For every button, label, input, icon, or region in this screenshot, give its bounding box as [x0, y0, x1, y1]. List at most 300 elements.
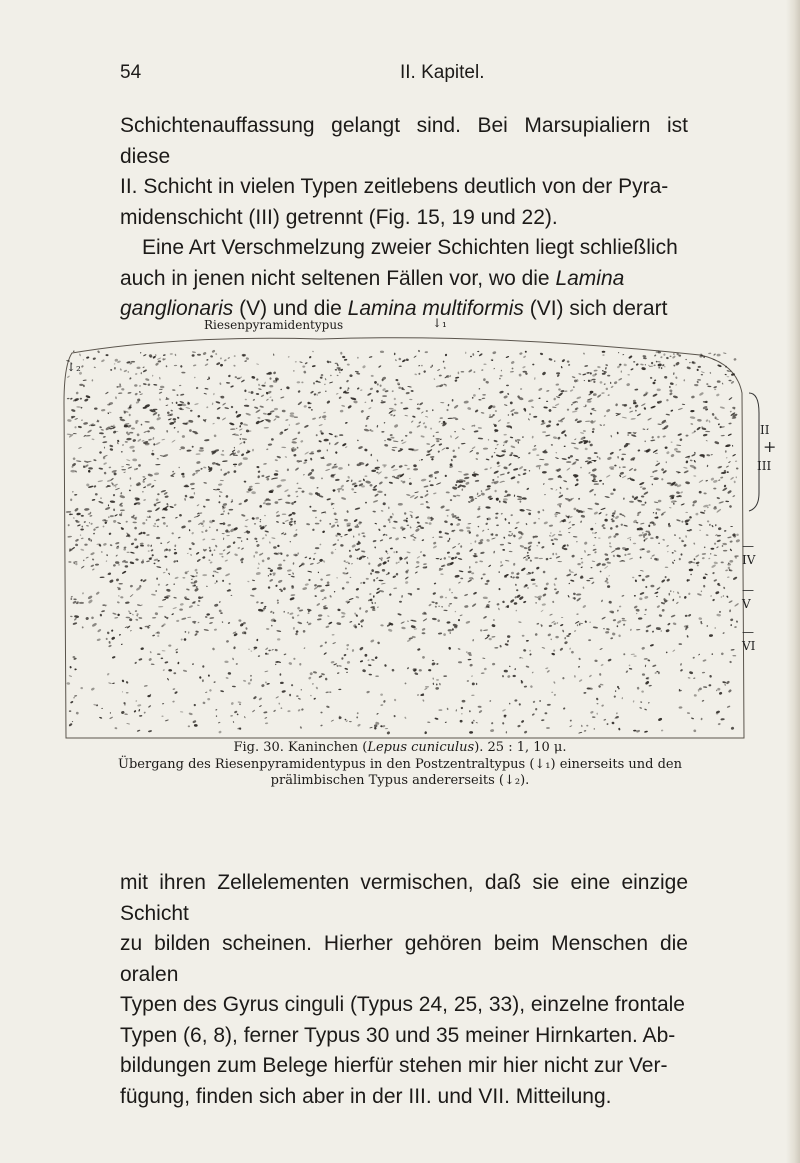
cell-dot [346, 648, 348, 650]
cell-dot [634, 404, 638, 408]
cell-dot [103, 543, 107, 547]
cell-dot [566, 635, 570, 637]
cell-dot [502, 500, 507, 504]
cell-dot [674, 448, 678, 451]
cell-dot [323, 607, 328, 610]
cell-dot [409, 482, 412, 485]
cell-dot [693, 558, 695, 561]
cell-dot [166, 430, 168, 433]
cell-dot [244, 716, 246, 718]
cell-dot [590, 412, 593, 415]
cell-dot [448, 604, 450, 607]
cell-dot [434, 470, 440, 474]
cell-dot [633, 543, 636, 545]
cell-dot [400, 621, 404, 624]
cell-dot [150, 544, 152, 547]
cell-dot [539, 467, 541, 470]
cell-dot [80, 398, 82, 400]
cell-dot [709, 372, 711, 374]
cell-dot [432, 592, 436, 595]
cell-dot [395, 562, 398, 565]
cell-dot [114, 617, 118, 619]
cell-dot [539, 700, 541, 702]
cell-dot [566, 461, 571, 463]
cell-dot [592, 431, 595, 433]
cell-dot [390, 437, 394, 439]
cell-dot [103, 455, 108, 458]
cell-dot [137, 398, 141, 402]
cell-dot [116, 578, 120, 582]
cell-dot [656, 605, 660, 609]
cell-dot [122, 444, 124, 446]
cell-dot [291, 684, 293, 686]
cell-dot [419, 460, 420, 461]
cell-dot [490, 358, 493, 361]
cell-dot [605, 364, 608, 367]
cell-dot [219, 601, 221, 603]
cell-dot [693, 542, 695, 545]
cell-dot [246, 538, 249, 541]
cell-dot [120, 492, 122, 495]
cell-dot [589, 488, 594, 493]
cell-dot [117, 439, 120, 442]
cell-dot [699, 530, 701, 531]
cell-dot [641, 690, 644, 693]
cell-dot [650, 377, 653, 379]
cell-dot [76, 406, 81, 407]
cell-dot [388, 507, 390, 510]
cell-dot [370, 598, 373, 601]
cell-dot [194, 492, 195, 495]
cell-dot [534, 377, 536, 380]
cell-dot [618, 634, 621, 637]
cell-dot [297, 607, 300, 610]
cell-dot [369, 387, 373, 390]
cell-dot [640, 701, 642, 703]
cell-dot [140, 352, 141, 354]
cell-dot [267, 575, 269, 577]
cell-dot [166, 503, 169, 506]
cell-dot [244, 480, 247, 482]
cell-dot [438, 443, 442, 446]
cell-dot [340, 410, 344, 413]
cell-dot [316, 603, 320, 607]
cell-dot [491, 722, 494, 725]
cell-dot [134, 538, 137, 541]
cell-dot [594, 494, 596, 496]
cell-dot [640, 486, 643, 488]
cell-dot [572, 401, 577, 404]
cell-dot [107, 412, 109, 414]
cell-dot [327, 615, 330, 617]
cell-dot [373, 500, 379, 503]
cell-dot [132, 521, 136, 523]
cell-dot [735, 476, 737, 478]
cell-dot [658, 614, 662, 617]
cell-dot [450, 523, 453, 526]
cell-dot [621, 454, 626, 455]
cell-dot [334, 521, 338, 523]
cell-dot [475, 480, 480, 482]
cell-dot [433, 541, 437, 545]
cell-dot [637, 449, 640, 452]
cell-dot [305, 583, 309, 586]
cell-dot [233, 470, 236, 473]
cell-dot [412, 415, 416, 418]
cell-dot [83, 422, 88, 425]
cell-dot [498, 419, 502, 422]
cell-dot [310, 476, 315, 480]
cell-dot [180, 711, 183, 712]
cell-dot [234, 553, 238, 556]
cell-dot [289, 597, 295, 601]
cell-dot [260, 519, 262, 520]
cell-dot [128, 466, 133, 469]
cell-dot [548, 420, 551, 423]
cell-dot [518, 474, 521, 476]
cell-dot [518, 536, 523, 540]
cell-dot [315, 434, 318, 437]
cell-dot [713, 353, 716, 356]
cell-dot [212, 647, 215, 650]
cell-dot [285, 419, 289, 421]
cell-dot [273, 709, 276, 712]
cell-dot [657, 361, 661, 362]
cell-dot [550, 488, 553, 489]
cell-dot [679, 438, 683, 442]
cell-dot [376, 587, 380, 590]
cell-dot [110, 544, 113, 547]
cell-dot [276, 511, 280, 514]
cell-dot [209, 622, 213, 624]
cell-dot [677, 591, 680, 594]
cell-dot [484, 637, 488, 640]
cell-dot [523, 556, 526, 558]
cell-dot [373, 485, 377, 489]
cell-dot [413, 355, 416, 358]
cell-dot [629, 668, 633, 670]
cell-dot [357, 439, 359, 441]
cell-dot [355, 596, 359, 599]
cell-dot [716, 539, 721, 542]
cell-dot [131, 427, 135, 429]
cell-dot [541, 719, 545, 721]
cell-dot [509, 551, 513, 553]
cell-dot [70, 701, 74, 704]
cell-dot [711, 454, 713, 456]
cell-dot [575, 621, 580, 625]
cell-dot [339, 371, 341, 373]
cell-dot [90, 564, 94, 567]
cell-dot [551, 444, 553, 446]
cell-dot [410, 390, 413, 392]
cell-dot [557, 374, 560, 377]
cell-dot [486, 579, 490, 582]
cell-dot [386, 556, 390, 559]
cell-dot [580, 566, 583, 568]
cell-dot [708, 504, 710, 506]
cell-dot [581, 725, 583, 728]
cell-dot [461, 443, 466, 445]
cell-dot [424, 493, 429, 497]
cell-dot [735, 539, 740, 543]
cell-dot [502, 600, 505, 603]
cell-dot [207, 698, 210, 701]
cell-dot [177, 662, 179, 665]
cell-dot [289, 612, 293, 615]
cell-dot [636, 729, 641, 732]
cell-dot [504, 449, 506, 450]
cell-dot [364, 402, 366, 404]
cell-dot [521, 567, 526, 572]
cell-dot [85, 395, 90, 399]
cell-dot [701, 374, 703, 375]
cell-dot [506, 385, 509, 387]
cell-dot [593, 728, 595, 730]
cell-dot [190, 410, 193, 412]
cell-dot [286, 554, 289, 557]
cell-dot [288, 574, 291, 576]
cell-dot [157, 414, 160, 417]
cell-dot [492, 663, 496, 666]
cell-dot [359, 607, 362, 610]
cell-dot [576, 593, 581, 596]
cell-dot [389, 481, 394, 484]
cell-dot [511, 413, 513, 416]
cell-dot [451, 556, 455, 560]
cell-dot [602, 563, 606, 566]
cell-dot [578, 441, 583, 445]
cell-dot [505, 560, 510, 562]
cell-dot [609, 542, 611, 544]
cell-dot [335, 549, 337, 551]
cell-dot [725, 501, 729, 503]
cell-dot [197, 604, 200, 606]
cell-dot [81, 365, 84, 368]
cell-dot [340, 484, 344, 488]
cell-dot [514, 699, 517, 702]
cell-dot [542, 603, 546, 606]
cell-dot [734, 603, 739, 607]
cell-dot [349, 550, 351, 552]
cell-dot [72, 491, 74, 492]
cell-dot [108, 645, 112, 648]
cell-dot [86, 525, 89, 527]
cell-dot [264, 381, 266, 384]
cell-dot [524, 730, 528, 734]
cell-dot [380, 693, 383, 696]
cell-dot [443, 633, 446, 636]
cell-dot [322, 530, 326, 533]
cell-dot [426, 443, 430, 445]
cell-dot [471, 572, 474, 574]
cell-dot [545, 558, 548, 561]
cell-dot [660, 356, 663, 359]
cell-dot [291, 616, 294, 619]
cell-dot [222, 417, 226, 421]
cell-dot [584, 550, 586, 553]
cell-dot [586, 372, 589, 374]
cell-dot [398, 386, 401, 389]
cell-dot [246, 357, 250, 360]
cell-dot [546, 401, 548, 402]
cell-dot [506, 731, 508, 734]
cell-dot [708, 684, 711, 686]
cell-dot [157, 653, 161, 655]
cell-dot [199, 447, 203, 449]
cell-dot [376, 577, 379, 580]
cell-dot [259, 705, 262, 707]
cell-dot [132, 439, 136, 442]
cell-dot [480, 629, 483, 632]
cell-dot [433, 683, 435, 686]
cell-dot [614, 464, 617, 466]
cell-dot [421, 539, 424, 542]
cell-dot [543, 483, 545, 485]
cell-dot [594, 452, 598, 454]
cell-dot [84, 398, 89, 402]
cell-dot [334, 435, 337, 437]
cell-dot [543, 406, 548, 408]
cell-dot [578, 666, 581, 668]
cell-dot [735, 460, 737, 462]
cell-dot [370, 572, 373, 575]
cell-dot [629, 410, 633, 413]
cell-dot [623, 524, 628, 527]
cell-dot [375, 676, 379, 677]
cell-dot [617, 432, 619, 435]
cell-dot [184, 638, 187, 641]
cell-dot [383, 700, 386, 703]
cell-dot [493, 368, 495, 370]
cell-dot [344, 519, 348, 522]
cell-dot [541, 420, 544, 423]
cell-dot [265, 503, 271, 506]
cell-dot [558, 494, 563, 498]
cell-dot [220, 454, 224, 457]
cell-dot [450, 499, 453, 501]
cell-dot [335, 369, 338, 371]
cell-dot [264, 515, 265, 516]
cell-dot [405, 576, 409, 580]
cell-dot [222, 503, 227, 507]
cell-dot [451, 592, 453, 593]
cell-dot [147, 430, 150, 432]
cell-dot [85, 435, 90, 436]
cell-dot [622, 466, 626, 468]
cell-dot [592, 560, 596, 562]
cell-dot [586, 725, 588, 727]
cell-dot [702, 557, 705, 559]
cell-dot [234, 710, 238, 713]
cell-dot [666, 578, 670, 582]
cell-dot [440, 596, 444, 599]
cell-dot [166, 525, 168, 527]
cell-dot [230, 715, 233, 716]
cell-dot [146, 560, 150, 562]
cell-dot [733, 358, 736, 361]
cell-dot [515, 584, 517, 586]
cell-dot [512, 675, 516, 678]
cell-dot [662, 539, 665, 542]
cell-dot [155, 442, 161, 446]
cell-dot [686, 635, 688, 638]
cell-dot [723, 586, 726, 589]
cell-dot [551, 534, 556, 538]
cell-dot [392, 469, 398, 471]
cell-dot [363, 478, 366, 481]
cell-dot [569, 725, 572, 727]
cell-dot [316, 393, 318, 396]
cell-dot [95, 493, 98, 496]
cell-dot [477, 351, 479, 352]
cell-dot [127, 392, 131, 394]
cell-dot [382, 502, 385, 505]
cell-dot [619, 605, 622, 607]
cell-dot [78, 447, 82, 449]
cell-dot [175, 517, 178, 519]
cell-dot [568, 364, 571, 367]
cell-dot [417, 521, 420, 524]
cell-dot [469, 496, 473, 499]
cell-dot [274, 408, 278, 411]
cell-dot [468, 659, 472, 661]
cell-dot [645, 680, 650, 685]
cell-dot [257, 475, 260, 478]
cell-dot [516, 521, 520, 524]
cell-dot [156, 566, 161, 568]
layer-label-vi: — VI [742, 625, 756, 653]
cell-dot [158, 360, 161, 362]
cell-dot [121, 512, 122, 514]
cell-dot [136, 502, 140, 505]
cell-dot [510, 436, 514, 438]
cell-dot [367, 659, 370, 661]
cell-dot [538, 518, 540, 519]
cell-dot [549, 535, 551, 537]
cell-dot [438, 709, 442, 710]
cell-dot [172, 607, 177, 610]
cell-dot [129, 618, 133, 621]
cell-dot [202, 538, 205, 541]
cell-dot [410, 494, 415, 498]
cell-dot [508, 534, 510, 536]
cell-dot [716, 393, 720, 396]
cell-dot [613, 619, 617, 622]
cell-dot [670, 454, 674, 458]
cell-dot [314, 595, 317, 597]
cell-dot [328, 433, 333, 436]
cell-dot [526, 487, 529, 490]
cell-dot [711, 413, 714, 416]
cell-dot [118, 564, 120, 565]
cell-dot [346, 644, 349, 647]
cell-dot [520, 388, 523, 390]
cell-dot [349, 598, 354, 601]
cell-dot [456, 495, 460, 497]
cell-dot [631, 418, 636, 420]
cell-dot [255, 517, 259, 520]
cell-dot [610, 435, 612, 438]
cell-dot [676, 601, 679, 604]
cell-dot [161, 439, 165, 441]
cell-dot [360, 660, 364, 663]
cell-dot [82, 626, 84, 628]
cell-dot [297, 709, 300, 712]
cell-dot [673, 591, 674, 592]
cell-dot [637, 514, 640, 516]
cell-dot [174, 549, 176, 551]
